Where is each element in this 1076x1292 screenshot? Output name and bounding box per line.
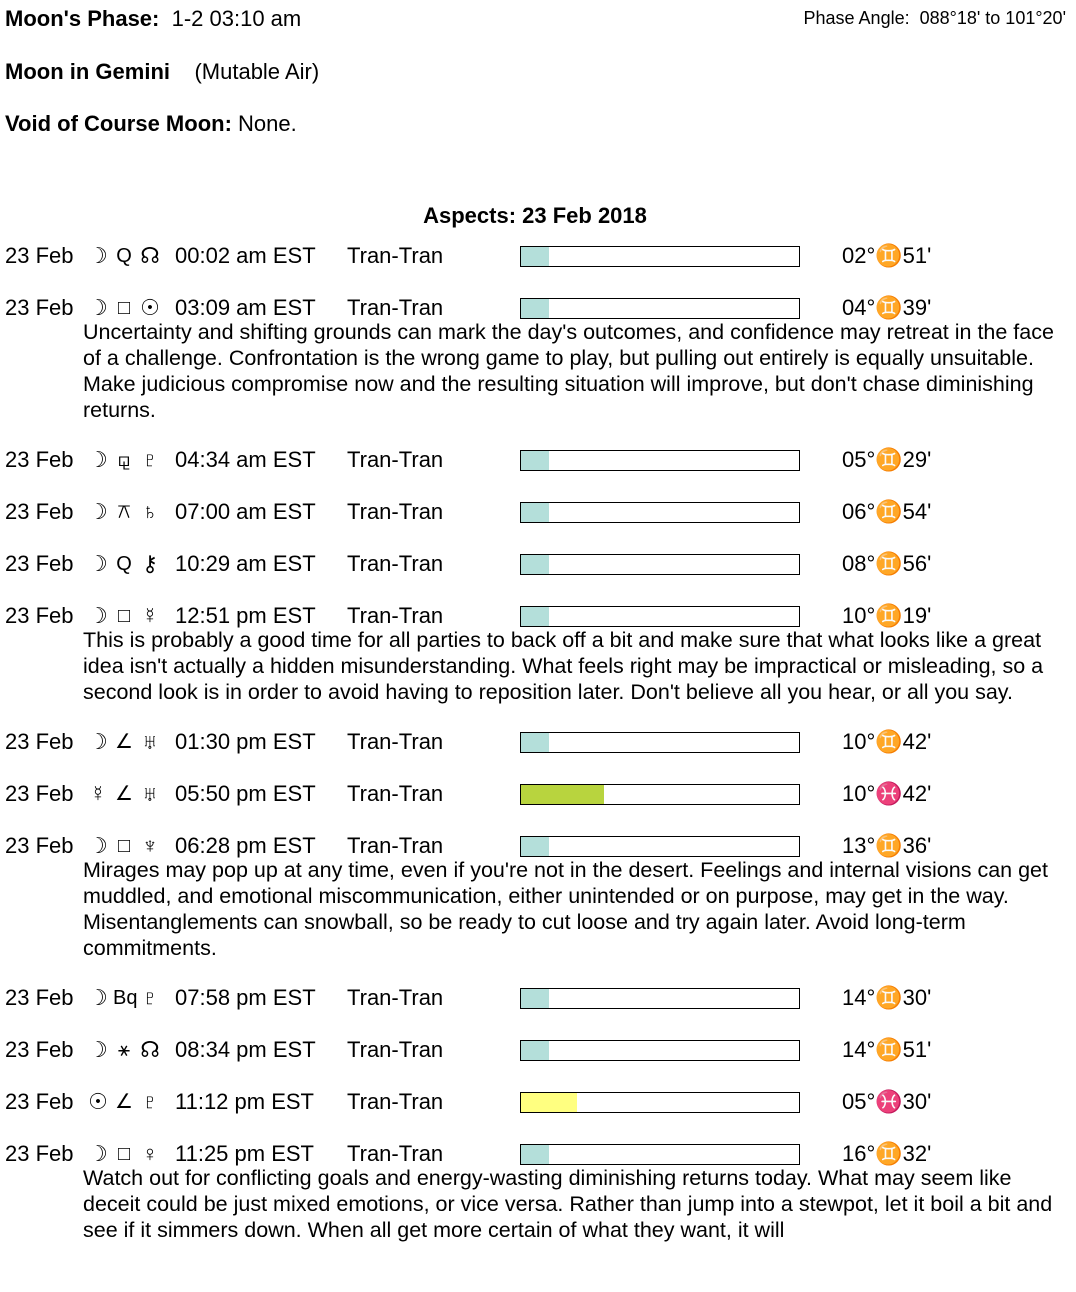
planet2-icon: ♅ <box>141 781 159 806</box>
aspect-position: 05°♓30' <box>842 1089 932 1114</box>
aspect-time: 08:34 pm EST <box>175 1037 316 1062</box>
planet1-icon: ☽ <box>88 243 108 268</box>
aspect-row <box>0 1087 1076 1117</box>
strength-bar <box>520 554 800 575</box>
aspect-type: Tran-Tran <box>347 1141 444 1166</box>
planet1-icon: ☽ <box>88 603 108 628</box>
planet1-icon: ☽ <box>88 985 108 1010</box>
aspect-time: 11:25 pm EST <box>175 1141 314 1166</box>
aspect-symbol-icon: □ <box>117 605 131 627</box>
moon-sign-label: Moon in Gemini <box>5 59 170 84</box>
aspect-entry <box>0 445 1076 497</box>
moon-phase-label: Moon's Phase: <box>5 6 160 31</box>
aspect-type: Tran-Tran <box>347 295 444 320</box>
planet2-icon: ♅ <box>141 729 159 754</box>
aspect-type: Tran-Tran <box>347 447 444 472</box>
aspect-date: 23 Feb <box>5 295 74 320</box>
aspect-row <box>0 293 1076 323</box>
planet1-icon: ☿ <box>89 781 107 806</box>
aspect-position: 10°♓42' <box>842 781 932 806</box>
aspect-row <box>0 727 1076 757</box>
aspect-position: 06°♊54' <box>842 499 932 524</box>
aspect-time: 05:50 pm EST <box>175 781 316 806</box>
aspect-interpretation: This is probably a good time for all parties to back off a bit and make sure that what looks like a great idea isn't actually a hidden misunderstanding. What feels right may be impractical or misleading, so a second look is in order to avoid having to reposition later. Don't believe all you hear, or all you say. <box>83 628 1044 704</box>
aspect-date: 23 Feb <box>5 243 74 268</box>
strength-bar-fill <box>521 1093 577 1112</box>
aspect-row <box>0 497 1076 527</box>
aspect-entry <box>0 983 1076 1035</box>
strength-bar-fill <box>521 733 549 752</box>
aspect-date: 23 Feb <box>5 447 74 472</box>
strength-bar-fill <box>521 299 549 318</box>
planet1-icon: ☽ <box>88 729 108 754</box>
aspect-entry <box>0 293 1076 445</box>
planet2-icon: ♆ <box>141 833 159 858</box>
void-of-course-line <box>5 111 297 137</box>
aspect-row <box>0 601 1076 631</box>
planet1-icon: ☽ <box>88 833 108 858</box>
aspect-interpretation: Uncertainty and shifting grounds can mark the day's outcomes, and confidence may retreat in the face of a challenge. Confrontation is the wrong game to play, but pulling out entirely is equally unsuitable. Make judicious compromise now and the resulting situation will improve, but don't chase diminishing returns. <box>83 320 1054 422</box>
strength-bar <box>520 784 800 805</box>
strength-bar-fill <box>521 451 549 470</box>
strength-bar <box>520 246 800 267</box>
strength-bar-fill <box>521 1145 549 1164</box>
aspect-entry <box>0 549 1076 601</box>
planet2-icon: ⚷ <box>141 551 159 576</box>
aspect-symbol-icon: ∠ <box>115 783 133 805</box>
aspect-position: 13°♊36' <box>842 833 932 858</box>
void-of-course-label: Void of Course Moon: <box>5 111 232 136</box>
aspect-type: Tran-Tran <box>347 499 444 524</box>
strength-bar <box>520 836 800 857</box>
strength-bar <box>520 988 800 1009</box>
aspect-entry <box>0 241 1076 293</box>
phase-angle-value: 088°18' to 101°20' <box>919 8 1066 28</box>
aspect-date: 23 Feb <box>5 781 74 806</box>
planet2-icon: ☊ <box>140 243 160 268</box>
aspect-position: 10°♊19' <box>842 603 932 628</box>
aspect-row <box>0 1035 1076 1065</box>
phase-angle-label: Phase Angle: <box>803 8 910 28</box>
aspect-type: Tran-Tran <box>347 781 444 806</box>
aspect-time: 12:51 pm EST <box>175 603 316 628</box>
aspect-entry <box>0 779 1076 831</box>
aspect-type: Tran-Tran <box>347 729 444 754</box>
aspect-entry <box>0 831 1076 983</box>
strength-bar <box>520 1144 800 1165</box>
aspect-date: 23 Feb <box>5 499 74 524</box>
planet2-icon: ☉ <box>140 295 160 320</box>
strength-bar <box>520 1040 800 1061</box>
strength-bar-fill <box>521 503 549 522</box>
aspect-row <box>0 1139 1076 1169</box>
strength-bar <box>520 450 800 471</box>
aspect-entry <box>0 1035 1076 1087</box>
planet1-icon: ☽ <box>88 1037 108 1062</box>
aspect-symbol-icon: □ <box>117 297 131 319</box>
planet2-icon: ♇ <box>141 985 159 1010</box>
aspect-symbol-icon: ⚹ <box>118 1039 130 1061</box>
planet1-icon: ☽ <box>88 499 108 524</box>
aspect-entry <box>0 1087 1076 1139</box>
aspect-time: 07:58 pm EST <box>175 985 316 1010</box>
aspect-row <box>0 983 1076 1013</box>
aspect-row <box>0 831 1076 861</box>
aspect-time: 06:28 pm EST <box>175 833 316 858</box>
aspect-symbol-icon: Q <box>116 553 132 575</box>
planet2-icon: ♀ <box>141 1141 159 1166</box>
aspect-time: 03:09 am EST <box>175 295 316 320</box>
aspect-row <box>0 779 1076 809</box>
aspect-symbol-icon: □ <box>117 835 131 857</box>
planet2-icon: ♄ <box>141 499 159 524</box>
aspect-row <box>0 549 1076 579</box>
aspect-type: Tran-Tran <box>347 551 444 576</box>
planet1-icon: ☽ <box>88 1141 108 1166</box>
aspect-position: 04°♊39' <box>842 295 932 320</box>
aspect-position: 02°♊51' <box>842 243 932 268</box>
aspect-type: Tran-Tran <box>347 833 444 858</box>
aspect-entry <box>0 497 1076 549</box>
aspect-time: 10:29 am EST <box>175 551 316 576</box>
strength-bar <box>520 1092 800 1113</box>
aspect-interpretation: Mirages may pop up at any time, even if you're not in the desert. Feelings and internal visions can get muddled, and emotional miscommunication, either unintended or on purpose, may get in the way. Misentanglements can snowball, so be ready to cut loose and try again later. Avoid long-term commitments. <box>83 858 1048 960</box>
aspect-entry <box>0 1139 1076 1265</box>
aspect-symbol-icon: ⚼ <box>117 449 131 471</box>
aspect-position: 05°♊29' <box>842 447 932 472</box>
planet1-icon: ☽ <box>88 447 108 472</box>
aspect-time: 07:00 am EST <box>175 499 316 524</box>
strength-bar-fill <box>521 785 604 804</box>
aspect-date: 23 Feb <box>5 729 74 754</box>
aspect-type: Tran-Tran <box>347 1037 444 1062</box>
aspect-type: Tran-Tran <box>347 603 444 628</box>
moon-sign-line <box>5 59 319 85</box>
aspect-symbol-icon: ⚻ <box>117 501 131 523</box>
planet2-icon: ☊ <box>140 1037 160 1062</box>
aspect-row <box>0 445 1076 475</box>
aspect-symbol-icon: ∠ <box>115 731 133 753</box>
aspects-list <box>0 241 1076 1265</box>
strength-bar <box>520 298 800 319</box>
planet2-icon: ♇ <box>141 1089 159 1114</box>
aspect-position: 16°♊32' <box>842 1141 932 1166</box>
strength-bar <box>520 732 800 753</box>
aspect-date: 23 Feb <box>5 551 74 576</box>
moon-sign-detail: (Mutable Air) <box>194 59 320 84</box>
moon-phase-line <box>5 6 301 32</box>
moon-phase-value: 1-2 03:10 am <box>171 6 302 31</box>
planet1-icon: ☽ <box>88 551 108 576</box>
planet2-icon: ♇ <box>141 447 159 472</box>
aspect-symbol-icon: Q <box>116 245 132 267</box>
strength-bar-fill <box>521 607 549 626</box>
aspect-type: Tran-Tran <box>347 1089 444 1114</box>
aspect-time: 04:34 am EST <box>175 447 316 472</box>
strength-bar-fill <box>521 555 549 574</box>
aspects-title: Aspects: 23 Feb 2018 <box>423 203 647 228</box>
planet1-icon: ☽ <box>88 295 108 320</box>
aspect-position: 08°♊56' <box>842 551 932 576</box>
aspect-type: Tran-Tran <box>347 985 444 1010</box>
planet1-icon: ☉ <box>88 1089 108 1114</box>
aspect-date: 23 Feb <box>5 1037 74 1062</box>
aspect-date: 23 Feb <box>5 1089 74 1114</box>
void-of-course-value: None. <box>238 111 297 136</box>
aspect-date: 23 Feb <box>5 985 74 1010</box>
strength-bar <box>520 606 800 627</box>
strength-bar-fill <box>521 247 549 266</box>
aspect-position: 14°♊51' <box>842 1037 932 1062</box>
aspect-time: 01:30 pm EST <box>175 729 316 754</box>
aspect-date: 23 Feb <box>5 1141 74 1166</box>
aspect-type: Tran-Tran <box>347 243 444 268</box>
aspect-position: 14°♊30' <box>842 985 932 1010</box>
aspect-entry <box>0 601 1076 727</box>
strength-bar-fill <box>521 837 549 856</box>
aspect-time: 00:02 am EST <box>175 243 316 268</box>
aspect-symbol-icon: ∠ <box>115 1091 133 1113</box>
aspect-date: 23 Feb <box>5 603 74 628</box>
aspect-interpretation: Watch out for conflicting goals and energy-wasting diminishing returns today. What may seem like deceit could be just mixed emotions, or vice versa. Rather than jump into a stewpot, let it boil a bit and see if it simmers down. When all get more certain of what they want, it will <box>83 1166 1053 1242</box>
aspect-position: 10°♊42' <box>842 729 932 754</box>
phase-angle <box>804 8 1067 29</box>
aspect-entry <box>0 727 1076 779</box>
aspect-date: 23 Feb <box>5 833 74 858</box>
strength-bar <box>520 502 800 523</box>
strength-bar-fill <box>521 989 549 1008</box>
aspect-symbol-icon: □ <box>117 1143 131 1165</box>
planet2-icon: ☿ <box>141 603 159 628</box>
aspect-symbol-icon: Bq <box>113 987 138 1009</box>
aspect-row <box>0 241 1076 271</box>
strength-bar-fill <box>521 1041 549 1060</box>
aspect-time: 11:12 pm EST <box>175 1089 314 1114</box>
